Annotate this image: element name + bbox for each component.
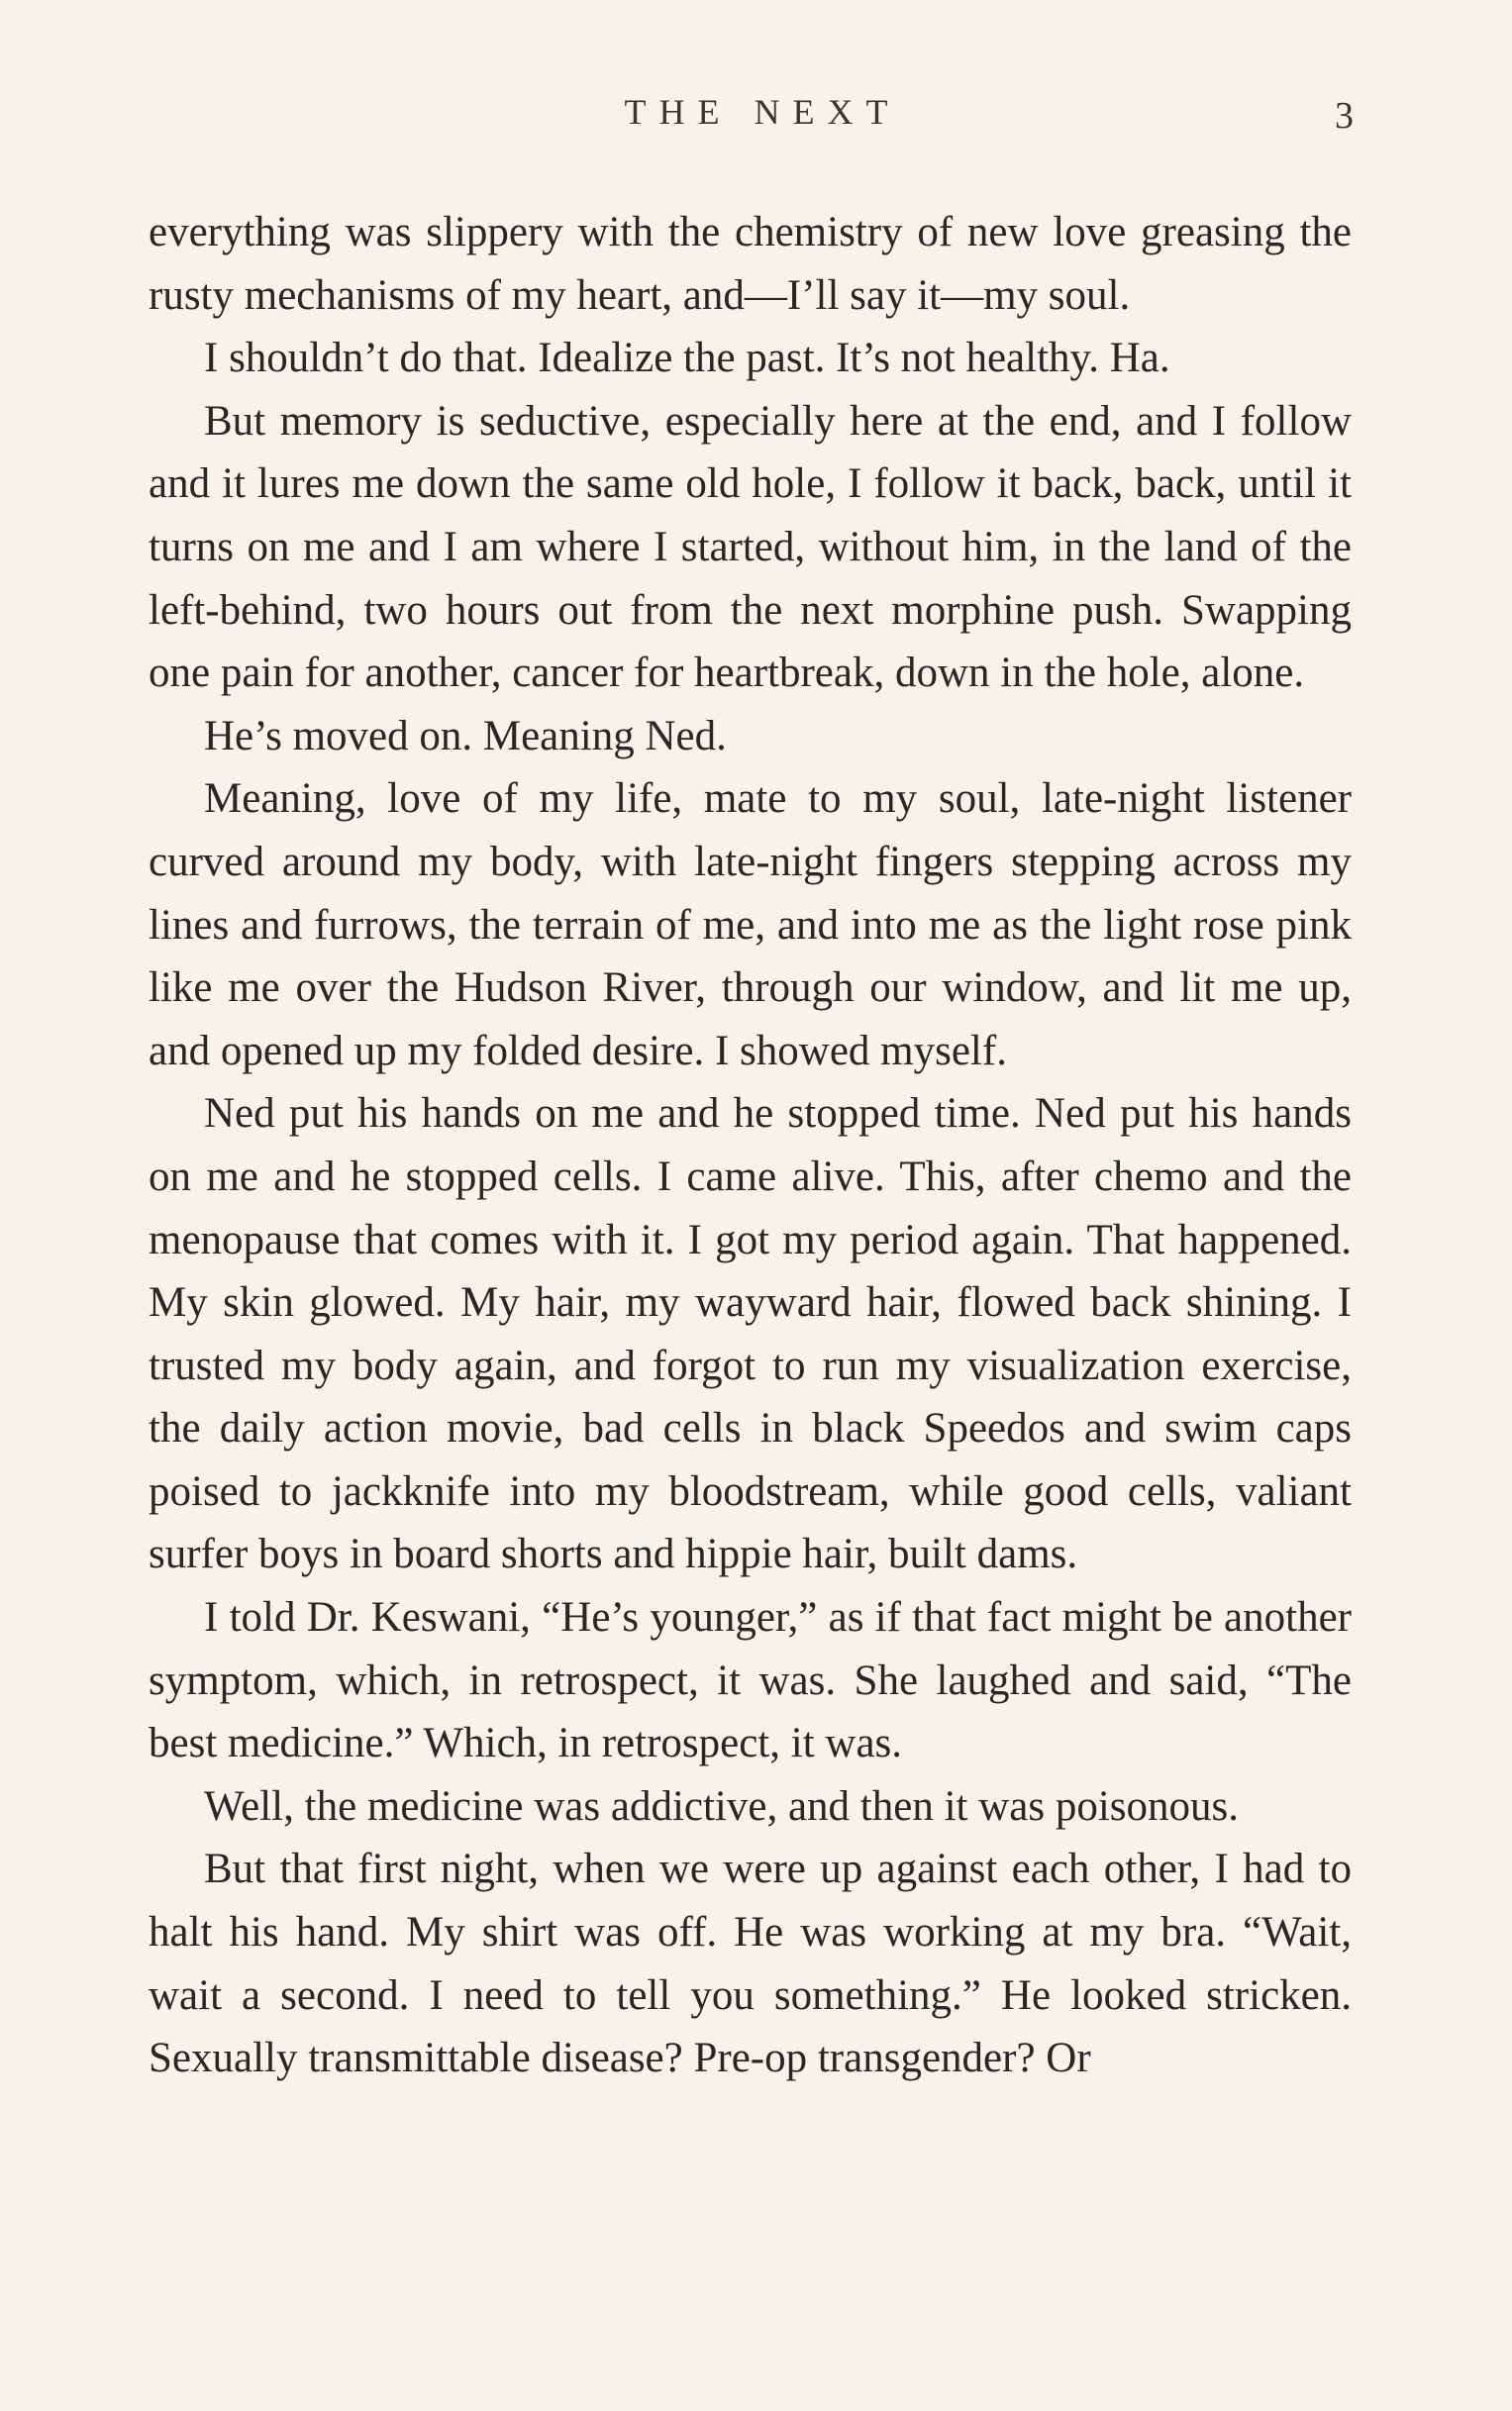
paragraph: But memory is seductive, especially here at the end, and I follow and it lures me down the same old hole, I follow it back, back, until it turns on me and I am where I started, without him, in the land of the left-behind, two hours out from the next morphine push. Swapping one pain for another, cancer for heartbreak, down in the hole, alone. (149, 397, 1352, 697)
paragraph: But that first night, when we were up against each other, I had to halt his hand. My shirt was off. He was working at my bra. “Wait, wait a second. I need to tell you something.” He looked stricken. Sexually transmittable disease? Pre-op transgender? Or (149, 1846, 1352, 2082)
paragraph: Meaning, love of my life, mate to my soul, late-night listener curved around my body, with late-night fingers stepping across my lines and furrows, the terrain of me, and into me as the light rose pink like me over the Hudson River, through our window, and lit me up, and opened up my folded desire. I showed myself. (149, 775, 1352, 1074)
paragraph: Ned put his hands on me and he stopped time. Ned put his hands on me and he stopped cells. I came alive. This, after chemo and the menopause that comes with it. I got my period again. That happened. My skin glowed. My hair, my wayward hair, flowed back shining. I trusted my body again, and forgot to run my visualization exercise, the daily action movie, bad cells in black Speedos and swim caps poised to jackknife into my bloodstream, while good cells, valiant surfer boys in board shorts and hippie hair, built dams. (149, 1090, 1352, 1578)
running-head (0, 87, 1512, 137)
paragraph: Well, the medicine was addictive, and then it was poisonous. (204, 1782, 1240, 1830)
running-title: THE NEXT (624, 92, 901, 132)
paragraph: I shouldn’t do that. Idealize the past. It’s not healthy. Ha. (204, 335, 1170, 382)
paragraph: I told Dr. Keswani, “He’s younger,” as if that fact might be another symptom, which, in retrospect, it was. She laughed and said, “The best medicine.” Which, in retrospect, it was. (149, 1594, 1352, 1767)
paragraph: He’s moved on. Meaning Ned. (204, 712, 727, 759)
page-number: 3 (1335, 95, 1354, 137)
body-text (149, 201, 1352, 2090)
paragraph: everything was slippery with the chemistry of new love greasing the rusty mechanisms of my heart, and—I’ll say it—my soul. (149, 209, 1352, 319)
